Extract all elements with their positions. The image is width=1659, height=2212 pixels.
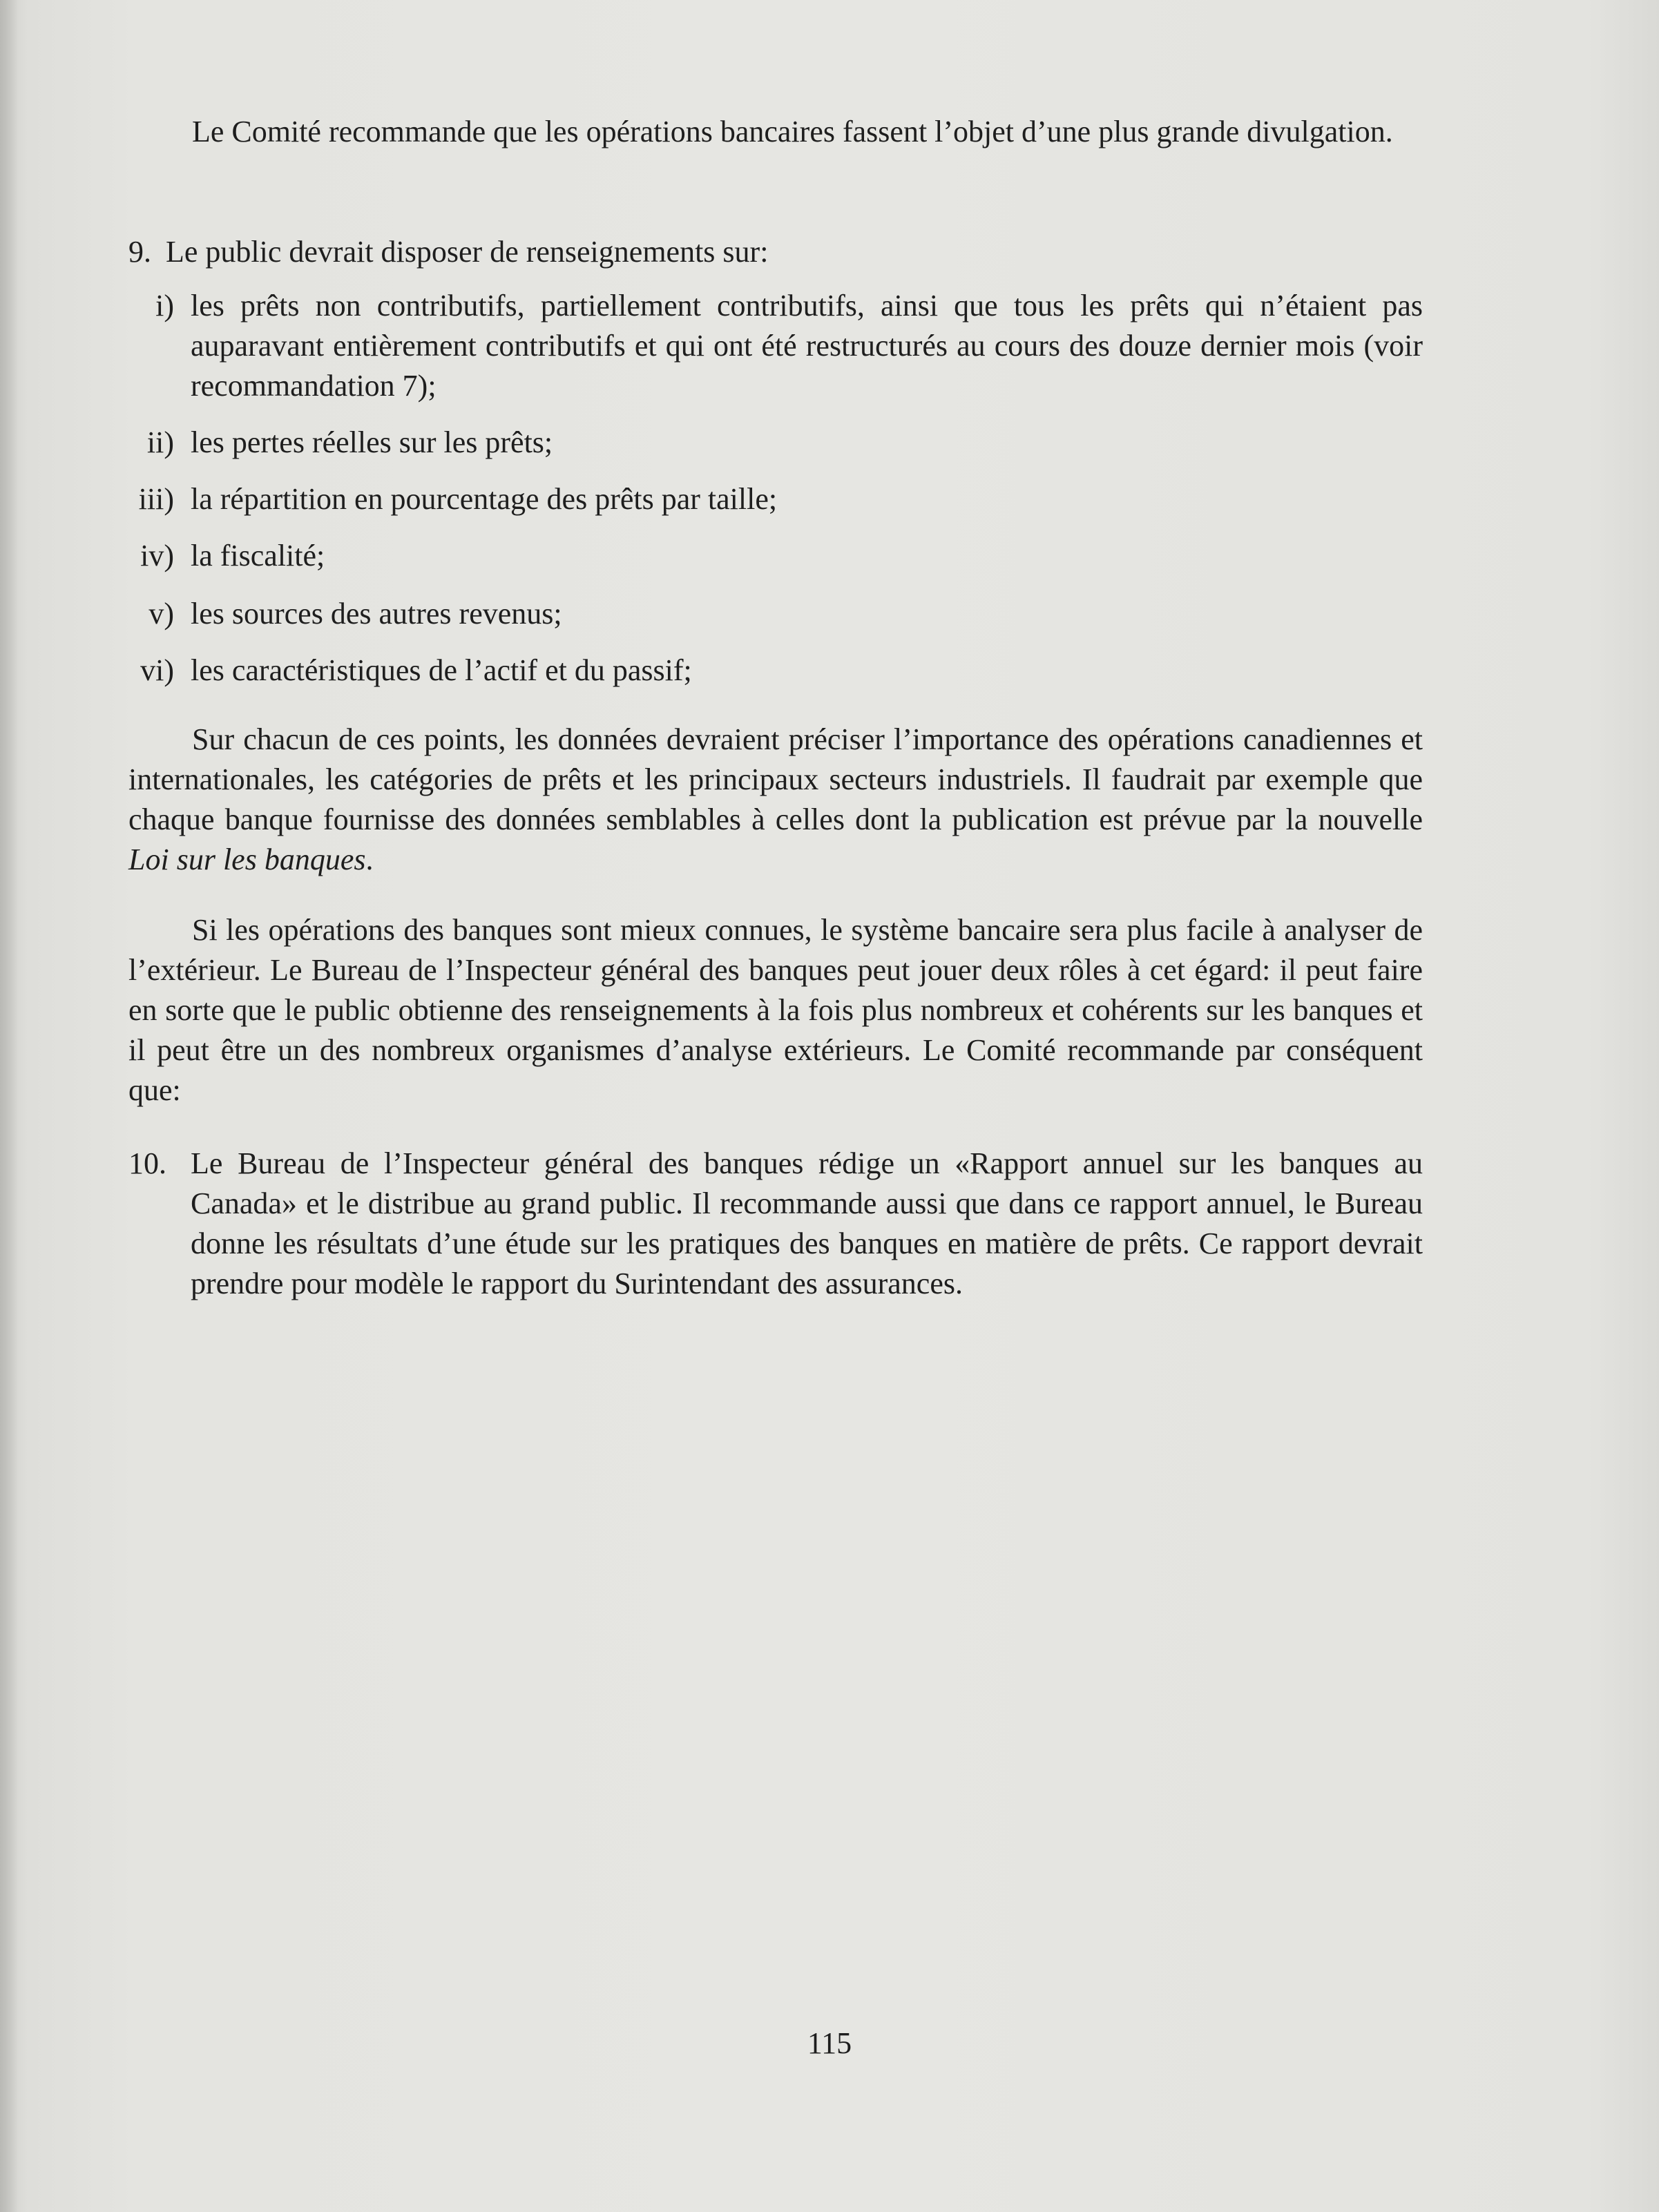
- recommendation-10: [128, 1144, 1423, 1304]
- list-item-text: la répartition en pourcentage des prêts par taille;: [191, 482, 778, 516]
- recommendation-9-lead: Le public devrait disposer de renseignements sur:: [166, 235, 769, 269]
- list-item-label: i): [155, 289, 174, 323]
- intro-text: Le Comité recommande que les opérations bancaires fassent l’objet d’une plus grande divulgation.: [192, 115, 1393, 148]
- list-item-label: iv): [140, 539, 174, 573]
- details-text: Sur chacun de ces points, les données devraient préciser l’importance des opérations canadiennes et internationales, les catégories de prêts et les principaux secteurs industriels. Il faudrait par exemple que chaque banque fournisse des données semblables à celles dont la publication est prévue par la nouvelle: [128, 722, 1423, 836]
- details-paragraph: [128, 720, 1423, 880]
- list-item-text: les caractéristiques de l’actif et du passif;: [191, 653, 692, 687]
- list-item-text: la fiscalité;: [191, 539, 325, 573]
- list-item: [128, 594, 1423, 634]
- binding-shadow: [0, 0, 18, 2212]
- inspector-text: Si les opérations des banques sont mieux connues, le système bancaire sera plus facile à analyser de l’extérieur. Le Bureau de l’Inspecteur général des banques peut jouer deux rôles à cet égard: il peut faire en sorte que le public obtienne des renseignements à la fois plus nombreux et cohérents sur les banques et il peut être un des nombreux organismes d’analyse extérieurs. Le Comité recommande par conséquent que:: [128, 913, 1423, 1107]
- list-item-text: les prêts non contributifs, partiellement contributifs, ainsi que tous les prêts qui n’étaient pas auparavant entièrement contributifs et qui ont été restructurés au cours des douze dernier mois (voir recommandation 7);: [191, 289, 1423, 403]
- list-item-label: v): [148, 597, 174, 631]
- list-item: [128, 479, 1423, 519]
- recommendation-9-number: 9.: [128, 235, 151, 269]
- list-item: [128, 286, 1423, 406]
- recommendation-10-number: 10.: [128, 1146, 166, 1180]
- law-title: Loi sur les banques: [128, 843, 366, 876]
- list-item-label: vi): [140, 653, 174, 687]
- list-item: [128, 423, 1423, 463]
- recommendation-10-text: Le Bureau de l’Inspecteur général des banques rédige un «Rapport annuel sur les banques au Canada» et le distribue au grand public. Il recommande aussi que dans ce rapport annuel, le Bureau donne les résultats d’une étude sur les pratiques des banques en matière de prêts. Ce rapport devrait prendre pour modèle le rapport du Surintendant des assurances.: [191, 1146, 1423, 1300]
- intro-paragraph: [128, 112, 1423, 152]
- list-item-label: iii): [138, 482, 174, 516]
- list-item-text: les sources des autres revenus;: [191, 597, 562, 631]
- list-item: [128, 651, 1423, 691]
- list-item-label: ii): [146, 425, 174, 459]
- list-item-text: les pertes réelles sur les prêts;: [191, 425, 553, 459]
- details-text-end: .: [365, 843, 374, 876]
- inspector-paragraph: [128, 910, 1423, 1110]
- page-number: 115: [807, 2026, 852, 2060]
- recommendation-9: [128, 232, 1423, 272]
- list-item: [128, 536, 1423, 576]
